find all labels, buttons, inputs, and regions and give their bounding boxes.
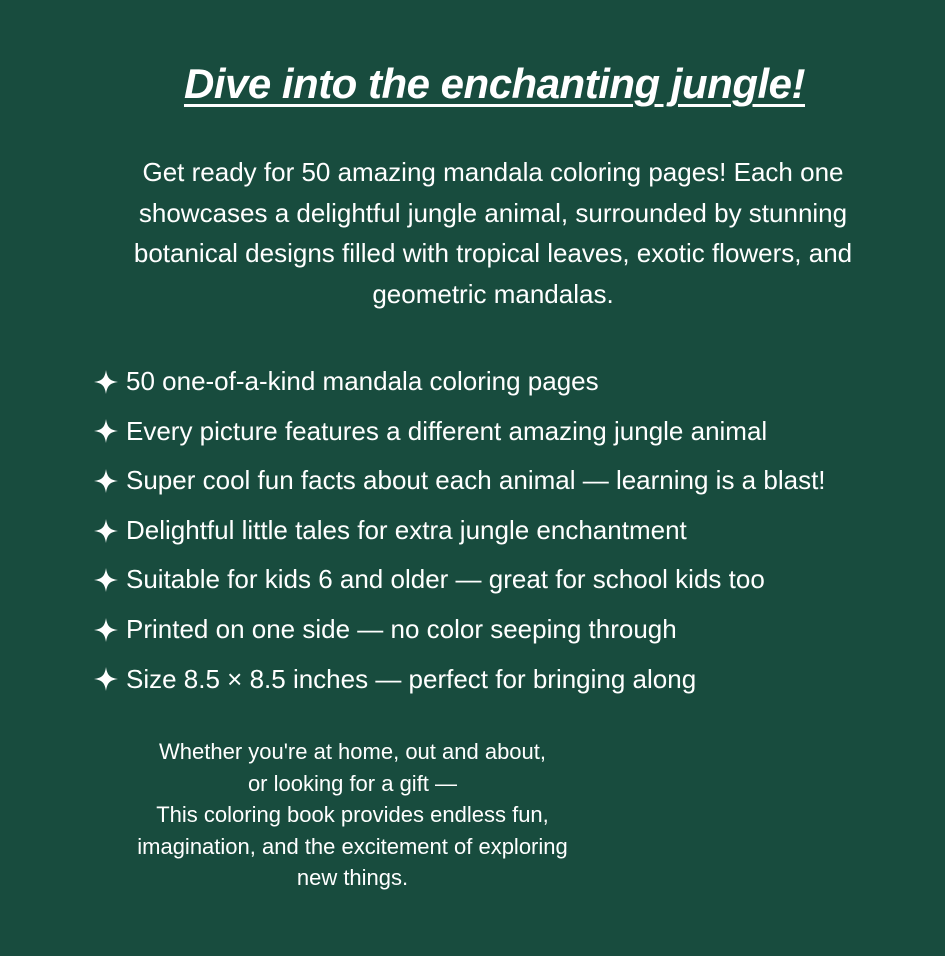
closing-line: This coloring book provides endless fun, [156,802,549,827]
closing-line: imagination, and the excitement of exploring [137,833,568,859]
feature-list [93,357,913,704]
star-bullet-icon [93,567,119,593]
feature-item [93,655,913,705]
feature-item [93,357,913,407]
feature-text: Every picture features a different amazing jungle animal [126,415,768,446]
feature-text: Super cool fun facts about each animal — learning is a blast! [126,465,826,496]
star-bullet-icon [93,418,119,444]
page-title: Dive into the enchanting jungle! [183,60,805,107]
feature-text: Suitable for kids 6 and older — great for school kids too [126,564,765,595]
closing-line: Whether you're at home, out and about, [159,739,546,764]
feature-text: Printed on one side — no color seeping through [126,613,677,644]
star-bullet-icon [93,666,119,692]
closing-line: or looking for a gift — [247,770,458,796]
feature-text: 50 one-of-a-kind mandala coloring pages [126,366,599,396]
feature-item [93,407,913,457]
feature-item [93,506,913,556]
star-bullet-icon [93,518,119,544]
star-bullet-icon [93,468,119,494]
star-bullet-icon [93,369,119,395]
feature-item [93,555,913,605]
feature-text: Size 8.5 × 8.5 inches — perfect for bringing along [126,663,697,694]
closing-paragraph [100,736,605,894]
feature-item [93,456,913,506]
star-bullet-icon [93,617,119,643]
feature-item [93,605,913,655]
closing-line: new things. [296,865,409,890]
intro-paragraph: Get ready for 50 amazing mandala coloring pages! Each one showcases a delightful jungle animal, surrounded by stunning botanical designs filled with tropical leaves, exotic flowers, and geometric mandalas. [133,157,853,309]
feature-text: Delightful little tales for extra jungle enchantment [126,514,687,545]
